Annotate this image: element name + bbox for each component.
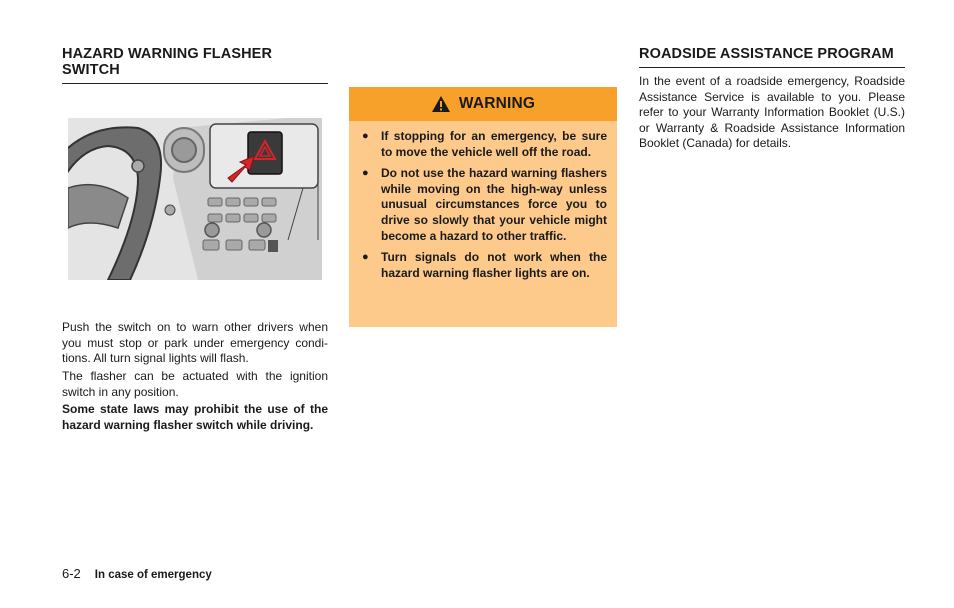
dashboard-svg: [68, 118, 322, 280]
dashboard-illustration: [68, 118, 322, 280]
warning-item: ● Do not use the hazard warning flashers while moving on the high-way unless unusual circumstances force you to drive so slowly that your vehicle might become a hazard to other traffic.: [362, 165, 607, 243]
warning-body: [349, 121, 617, 327]
warning-item: ● If stopping for an emergency, be sure to move the vehicle well off the road.: [362, 129, 607, 159]
hazard-paragraph-3: Some state laws may prohibit the use of the hazard warning flasher switch while driving.: [62, 402, 328, 432]
roadside-paragraph: In the event of a roadside emergency, Roadside Assistance Service is available to you. Please refer to your Warranty Information Booklet (U.S.) or Warranty & Roadside Assistance Information Booklet (Canada) for details.: [639, 74, 905, 151]
warning-header: [349, 87, 617, 121]
roadside-section-title: ROADSIDE ASSISTANCE PROGRAM: [639, 46, 905, 68]
footer-section-title: In case of emergency: [94, 569, 212, 581]
roadside-section: [639, 46, 905, 152]
hazard-paragraph-2: The flasher can be actuated with the ignition switch in any position.: [62, 369, 328, 399]
warning-box: [349, 87, 617, 327]
warning-triangle-icon: [431, 95, 451, 113]
hazard-paragraph-1: Push the switch on to warn other drivers when you must stop or park under emergency condi-tions. All turn signal lights will flash.: [62, 320, 328, 366]
hazard-section-title: HAZARD WARNING FLASHER SWITCH: [62, 46, 328, 84]
warning-title: WARNING: [458, 95, 536, 112]
page-footer: [62, 566, 212, 581]
warning-item: ● Turn signals do not work when the hazard warning flasher lights are on.: [362, 249, 607, 280]
page-number: 6-2: [62, 566, 81, 581]
warning-list: [359, 129, 607, 281]
hazard-section: [62, 46, 328, 432]
